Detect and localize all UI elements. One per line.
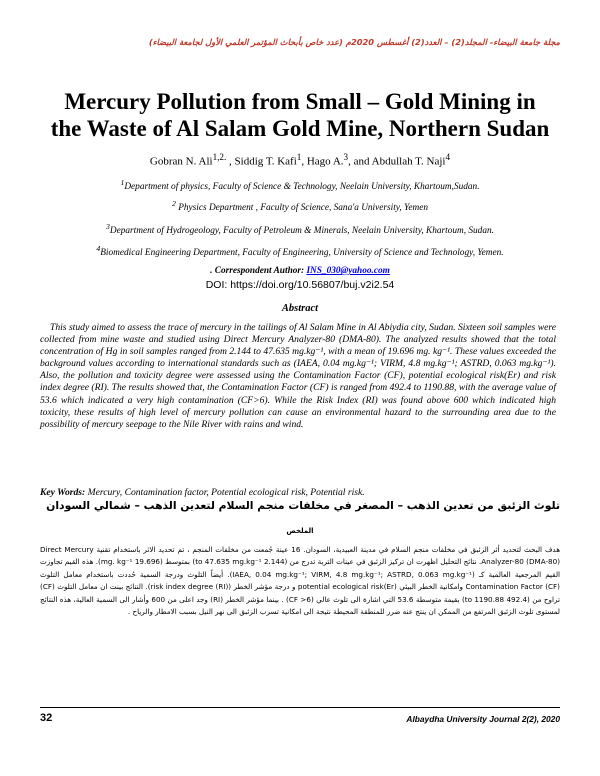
arabic-title: تلوث الزئبق من تعدين الذهب – المصغر في مخلفات منجم السلام لتعدين الذهب – شمالي السودان bbox=[46, 499, 560, 512]
abstract-text: This study aimed to assess the trace of mercury in the tailings of Al Salam Mine in Al Abiydia city, Sudan. Sixteen soil samples were collected from mine waste and studied using Direct Mercury Analyzer-80 (DMA-80). The analyzed results showed that the total concentration of Hg in soil samples ranged from 2.144 to 47.635 mg.kg⁻¹, with a mean of 19.696 mg. kg⁻¹. These values exceeded the background values according to international standards such as (IAEA, 0.04 mg.kg⁻¹; VIRM, 4.8 mg.kg⁻¹; ASTRD, 0.063 mg.kg⁻¹). Also, the pollution and toxicity degree were assessed using the Contamination Factor (CF), potential ecological risk(Er) and risk index degree (RI). The results showed that, the Contamination Factor (CF) is ranged from 492.4 to 1190.88, with the average value of 53.6 which indicated a very high contamination (CF>6). While the Risk Index (RI) was found above 600 which indicated high toxicity, these results of high level of mercury pollution can cause an environmental hazard to the surrounding area due to the possibility of mercury seepage to the Nile River with rains and wind. bbox=[40, 322, 556, 430]
page-number: 32 bbox=[40, 712, 53, 724]
affiliation-text: Physics Department , Faculty of Science, Sana'a University, Yemen bbox=[178, 203, 428, 214]
author-sup: 4 bbox=[445, 152, 451, 162]
affiliation-3 bbox=[30, 222, 570, 236]
affiliation-text: Department of physics, Faculty of Science & Technology, Neelain University, Khartoum,Sudan. bbox=[124, 182, 480, 193]
author-sup: 1 bbox=[296, 152, 302, 162]
affiliation-number: 1 bbox=[120, 178, 125, 187]
author-name: Gobran N. Ali bbox=[149, 155, 213, 168]
corresponding-label: . Correspondent Author: bbox=[210, 266, 305, 276]
arabic-abstract-text: هدف البحث لتحديد أثر الزئبق في مخلفات منجم السلام في مدينة العبيدية، السودان. 16 عينة جُمعت من مخلفات المنجم ، تم تحديد الاثر باستخدام تقنية Direct Mercury Analyzer-80 (DMA-80). نتائج التحليل اظهرت ان تركيز الزئبق في عينات التربة تدرج من (2.144 to 47.635 mg.kg⁻¹) بمتوسط (19.696 mg. kg⁻¹). هذه القيم تجاوزت القيم المرجعية العالمية كـ (IAEA, 0.04 mg.kg⁻¹; VIRM, 4.8 mg.kg⁻¹; ASTRD, 0.063 mg.kg⁻¹). أيضاً التلوث ودرجة السمية حُددت باستخدام معامل التلوث Contamination Factor (CF) وامكانية الخطر البيئي potential ecological risk(Er) و درجة مؤشر الخطر (risk index degree (RI)). النتائج بينت ان معامل التلوث (CF) تراوح من (492.4 to 1190.88) بقيمة متوسطة 53.6 التي اشارة الى تلوث عالي (CF >6) . بينما مؤشر الخطر (RI) وجد اعلى من 600 وأشار الى السمية العالية، هذه النتائج لمستوى تلوث الزئبق المرتفع من الممكن ان ينتج عنه ضرر للمنطقة المحيطة نتيجة الى امكانية تسرب الزئبق الى نهر النيل بسبب الامطار والرياح . bbox=[40, 545, 561, 617]
paper-title-line-1: Mercury Pollution from Small – Gold Mining in bbox=[64, 89, 536, 114]
keywords-text: Mercury, Contamination factor, Potential ecological risk, Potential risk. bbox=[87, 487, 365, 498]
affiliation-number: 2 bbox=[172, 199, 176, 208]
footer-divider bbox=[40, 707, 560, 708]
author-name: Abdullah T. Naji bbox=[371, 155, 446, 168]
keywords-label: Key Words: bbox=[40, 487, 86, 498]
arabic-abstract-heading: الملخص bbox=[286, 527, 314, 535]
paper-title bbox=[30, 88, 570, 142]
keywords bbox=[40, 487, 560, 498]
author-sup: 3 bbox=[343, 152, 349, 162]
affiliation-1 bbox=[30, 178, 570, 192]
affiliation-number: 4 bbox=[96, 244, 101, 253]
paper-title-line-2: the Waste of Al Salam Gold Mine, Northern Sudan bbox=[50, 116, 550, 141]
author-name: Siddig T. Kafi bbox=[234, 155, 297, 168]
corresponding-email-link[interactable]: INS_030@yahoo.com bbox=[306, 266, 390, 276]
journal-running-header: مجلة جامعة البيضاء- المجلد(2) – العدد(2) أغسطس 2020م (عدد خاص بأبحاث المؤتمر العلمي الأول لجامعة البيضاء) bbox=[148, 37, 560, 47]
affiliation-4 bbox=[30, 244, 570, 258]
author-sup: 1,2. bbox=[212, 152, 227, 162]
doi-link[interactable]: DOI: https://doi.org/10.56807/buj.v2i2.54 bbox=[205, 279, 395, 291]
abstract-heading: Abstract bbox=[281, 303, 319, 314]
author-name: Hago A. bbox=[306, 155, 344, 168]
corresponding-author bbox=[30, 266, 570, 276]
footer-journal-name: Albaydha University Journal 2(2), 2020 bbox=[406, 714, 560, 724]
affiliation-text: Department of Hydrogeology, Faculty of Petroleum & Minerals, Neelain University, Khartoum, Sudan. bbox=[109, 226, 494, 237]
affiliation-2 bbox=[30, 199, 570, 213]
affiliation-text: Biomedical Engineering Department, Faculty of Engineering, University of Science and Technology, Yemen. bbox=[100, 248, 504, 259]
author-list: Gobran N. Ali$^{1,2.}$ , Siddig T. Kafi$^1$, Hago A.$^3$, and Abdullah T. Naji$^4$ bbox=[149, 152, 451, 168]
affiliation-number: 3 bbox=[106, 222, 110, 231]
